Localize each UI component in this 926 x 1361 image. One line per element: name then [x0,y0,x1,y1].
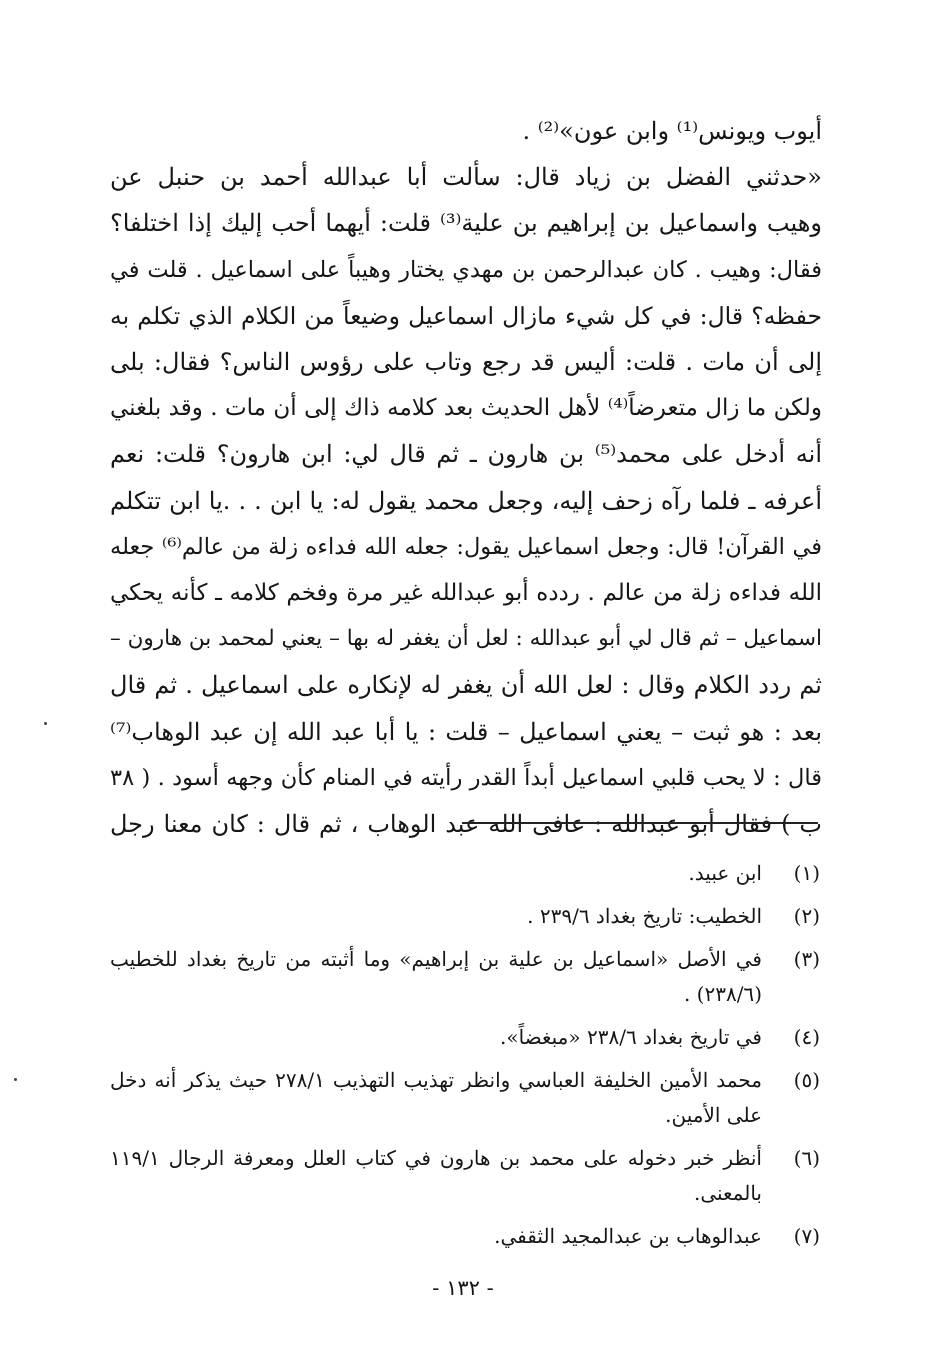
footnote-number: (٦) [793,1146,820,1170]
footnote-text: عبدالوهاب بن عبدالمجيد الثقفي. [494,1224,762,1248]
footnote-text: الخطيب: تاريخ بغداد ٢٣٩/٦ . [527,904,762,928]
footnote-item [110,942,820,1012]
page-number: - ١٣٢ - [432,1276,494,1300]
text-line: «حدثني الفضل بن زياد قال: سألت أبا عبدالله أحمد بن حنبل عن [110,163,822,192]
text-line: حفظه؟ قال: في كل شيء مازال اسماعيل وضيعاً من الكلام الذي تكلم به [110,301,822,330]
footnote-separator [462,822,818,824]
text-line: اسماعيل – ثم قال لي أبو عبدالله : لعل أن يغفر له بها – يعني لمحمد بن هارون – [110,626,822,652]
footnote-item [110,1219,820,1254]
footnote-item [110,899,820,934]
footnote-number: (٥) [793,1068,820,1092]
footnote-text: أنظر خبر دخوله على محمد بن هارون في كتاب العلل ومعرفة الرجال ١١٩/١ بالمعنى. [110,1146,762,1205]
footnote-number: (١) [793,861,820,885]
footnote-item [110,1020,820,1055]
main-text [110,108,822,847]
text-line: في القرآن! قال: وجعل اسماعيل يقول: جعله الله فداءه زلة من عالم⁽⁶⁾ جعله [110,533,822,560]
scan-speck [44,722,47,725]
text-line: فقال: وهيب . كان عبدالرحمن بن مهدي يختار وهيباً على اسماعيل . قلت في [110,256,822,283]
text-line: إلى أن مات . قلت: أليس قد رجع وتاب على رؤوس الناس؟ فقال: بلى [110,348,822,377]
text-line: قال : لا يحب قلبي اسماعيل أبداً القدر رأيته في المنام كأن وجهه أسود . ( ٣٨ [110,764,822,791]
footnote-number: (٧) [793,1224,820,1248]
footnote-number: (٣) [793,947,820,971]
text-line: وهيب واسماعيل بن إبراهيم بن علية⁽³⁾ قلت: أيهما أحب إليك إذا اختلفا؟ [110,209,822,238]
footnote-text: محمد الأمين الخليفة العباسي وانظر تهذيب التهذيب ٢٧٨/١ حيث يذكر أنه دخل على الأمين. [110,1068,762,1127]
text-line: ولكن ما زال متعرضاً⁽⁴⁾ لأهل الحديث بعد كلامه ذاك إلى أن مات . وقد بلغني [110,395,822,422]
footnote-text: في تاريخ بغداد ٢٣٨/٦ «مبغضاً». [499,1025,762,1049]
scan-speck [14,1078,17,1081]
text-line: أعرفه ـ فلما رآه زحف إليه، وجعل محمد يقول له: يا ابن . . .يا ابن تتكلم [110,486,822,515]
footnote-item [110,1063,820,1133]
footnotes [110,856,820,1262]
footnote-item [110,1141,820,1211]
footnote-item [110,856,820,891]
footnote-text: ابن عبيد. [688,861,762,885]
text-line: ب ) فقال أبو عبدالله : عافى الله عبد الوهاب ، ثم قال : كان معنا رجل [110,810,822,839]
text-line: الله فداءه زلة من عالم . ردده أبو عبدالله غير مرة وفخم كلامه ـ كأنه يحكي [110,580,822,607]
text-line: أنه أدخل على محمد⁽⁵⁾ بن هارون ـ ثم قال لي: ابن هارون؟ قلت: نعم [110,440,822,469]
footnote-number: (٤) [793,1025,820,1049]
footnote-text: في الأصل «اسماعيل بن علية بن إبراهيم» وما أثبته من تاريخ بغداد للخطيب (٢٣٨/٦) . [110,947,762,1006]
text-line: أيوب ويونس⁽¹⁾ وابن عون»⁽²⁾ . [522,117,822,145]
text-line: بعد : هو ثبت – يعني اسماعيل – قلت : يا أبا عبد الله إن عبد الوهاب⁽⁷⁾ [110,717,822,746]
footnote-number: (٢) [793,904,820,928]
text-line: ثم ردد الكلام وقال : لعل الله أن يغفر له لإنكاره على اسماعيل . ثم قال [110,671,822,700]
